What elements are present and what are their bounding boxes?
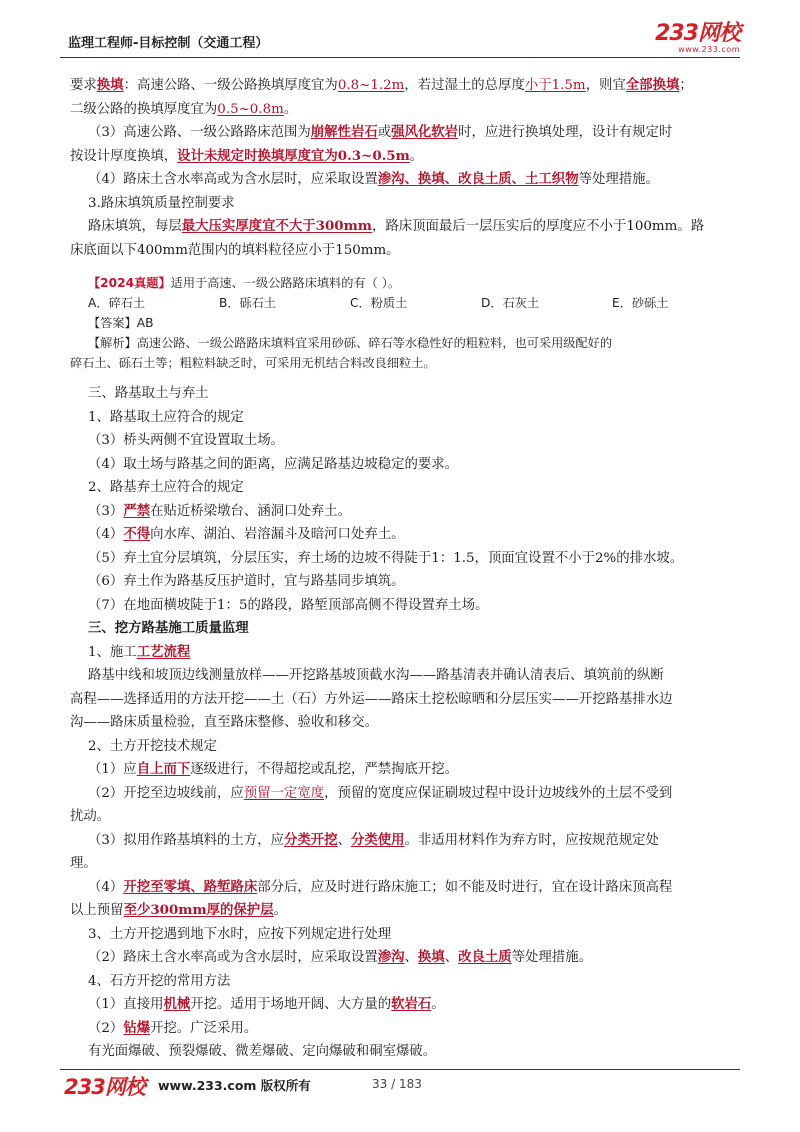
paragraph-line: 要求换填：高速公路、一级公路换填厚度宜为0.8~1.2m，若过湿土的总厚度小于1.5m，则宜全部换填； [70, 77, 693, 93]
list-item: （4）取土场与路基之间的距离，应满足路基边坡稳定的要求。 [88, 456, 459, 472]
footer-copyright: www.233.com 版权所有 [158, 1078, 311, 1093]
exam-question: 【2024真题】适用于高速、一级公路路床填料的有（ ）。 [88, 276, 401, 290]
paragraph-line: 按设计厚度换填，设计未规定时换填厚度宜为0.3~0.5m。 [70, 147, 424, 164]
list-item: （3）桥头两侧不宜设置取土场。 [88, 433, 284, 448]
paragraph-line: 路基中线和坡顶边线测量放样——开挖路基坡顶截水沟——路基清表并确认清表后、填筑前的纵断 [88, 668, 664, 683]
page-number: 33 / 183 [372, 1077, 422, 1091]
paragraph-line: 以上预留至少300mm厚的保护层。 [70, 902, 287, 918]
option-a: A．碎石土 [88, 296, 146, 310]
subheading: 2、路基弃土应符合的规定 [88, 480, 244, 495]
list-item: （3）严禁在贴近桥梁墩台、涵洞口处弃土。 [88, 502, 351, 519]
paragraph-line: （3）高速公路、一级公路路床范围为崩解性岩石或强风化软岩时，应进行换填处理，设计有规定时 [88, 124, 673, 140]
list-item: （2）钻爆开挖。广泛采用。 [88, 1019, 258, 1036]
explanation-line: 【解析】高速公路、一级公路路床填料宜采用砂砾、碎石等水稳性好的粗粒料，也可采用级配好的 [88, 336, 613, 350]
page-content [70, 74, 740, 1064]
paragraph-line: 有光面爆破、预裂爆破、微差爆破、定向爆破和硐室爆破。 [88, 1044, 437, 1059]
exam-tag: 【2024真题】 [88, 276, 171, 290]
list-item: （7）在地面横坡陡于1：5的路段，路堑顶部高侧不得设置弃土场。 [88, 597, 489, 613]
paragraph-line: 二级公路的换填厚度宜为0.5~0.8m。 [70, 101, 298, 117]
list-item: （3）拟用作路基填料的土方，应分类开挖、分类使用。非适用材料作为弃方时，应按规范规定处 [88, 831, 659, 848]
list-item: （2）路床土含水率高或为含水层时，应采取设置渗沟、换填、改良土质等处理措施。 [88, 949, 592, 965]
paragraph-line: 沟——路床质量检验，直至路床整修、验收和移交。 [70, 715, 378, 730]
list-item: （5）弃土宜分层填筑，分层压实，弃土场的边坡不得陡于1：1.5，顶面宜设置不小于2%的排水坡。 [88, 550, 684, 566]
option-d: D．石灰土 [481, 296, 540, 310]
option-c: C．粉质土 [350, 296, 408, 310]
answer: 【答案】AB [88, 316, 154, 330]
paragraph-line: 扰动。 [70, 809, 111, 824]
subheading: 2、土方开挖技术规定 [88, 738, 218, 754]
paragraph-line: 床底面以下400mm范围内的填料粒径应小于150mm。 [70, 242, 400, 258]
paragraph-line: 高程——选择适用的方法开挖——土（石）方外运——路床土挖松晾晒和分层压实——开挖路基排水边 [70, 691, 673, 707]
footer-divider [60, 1069, 740, 1070]
paragraph-line: （4）路床土含水率高或为含水层时，应采取设置渗沟、换填、改良土质、土工织物等处理措施。 [88, 171, 659, 187]
explanation-line: 碎石土、砾石土等；粗粒料缺乏时，可采用无机结合料改良细粒土。 [70, 356, 436, 370]
subheading: 1、施工工艺流程 [88, 643, 191, 660]
option-e: E．砂砾土 [612, 296, 669, 310]
list-item: （4）不得向水库、湖泊、岩溶漏斗及暗河口处弃土。 [88, 526, 405, 542]
paragraph-line: 路床填筑，每层最大压实厚度宜不大于300mm，路床顶面最后一层压实后的厚度应不小于100mm。路 [88, 218, 705, 234]
list-item: （4）开挖至零填、路堑路床部分后，应及时进行路床施工；如不能及时进行，宜在设计路床顶高程 [88, 878, 673, 895]
subheading: 3.路床填筑质量控制要求 [88, 195, 235, 211]
page-header [60, 22, 740, 62]
section-heading: 三、挖方路基施工质量监理 [88, 620, 249, 636]
subheading: 4、石方开挖的常用方法 [88, 973, 231, 989]
list-item: （2）开挖至边坡线前，应预留一定宽度，预留的宽度应保证刷坡过程中设计边坡线外的土层不受到 [88, 785, 673, 801]
subheading: 1、路基取土应符合的规定 [88, 409, 244, 425]
section-heading: 三、路基取土与弃土 [88, 386, 209, 401]
subheading: 3、土方开挖遇到地下水时，应按下列规定进行处理 [88, 926, 392, 942]
paragraph-line: 理。 [70, 856, 97, 871]
brand-logo: 233网校 www.233.com [655, 21, 740, 54]
list-item: （1）直接用机械开挖。适用于场地开阔、大方量的软岩石。 [88, 996, 445, 1012]
header-divider [60, 57, 740, 58]
question-options [88, 293, 740, 313]
document-title: 监理工程师-目标控制（交通工程） [68, 36, 269, 51]
list-item: （1）应自上而下逐级进行，不得超挖或乱挖，严禁掏底开挖。 [88, 761, 459, 777]
list-item: （6）弃土作为路基反压护道时，宜与路基同步填筑。 [88, 574, 405, 589]
option-b: B．砾石土 [219, 296, 277, 310]
footer-logo: 233网校 [64, 1075, 145, 1099]
